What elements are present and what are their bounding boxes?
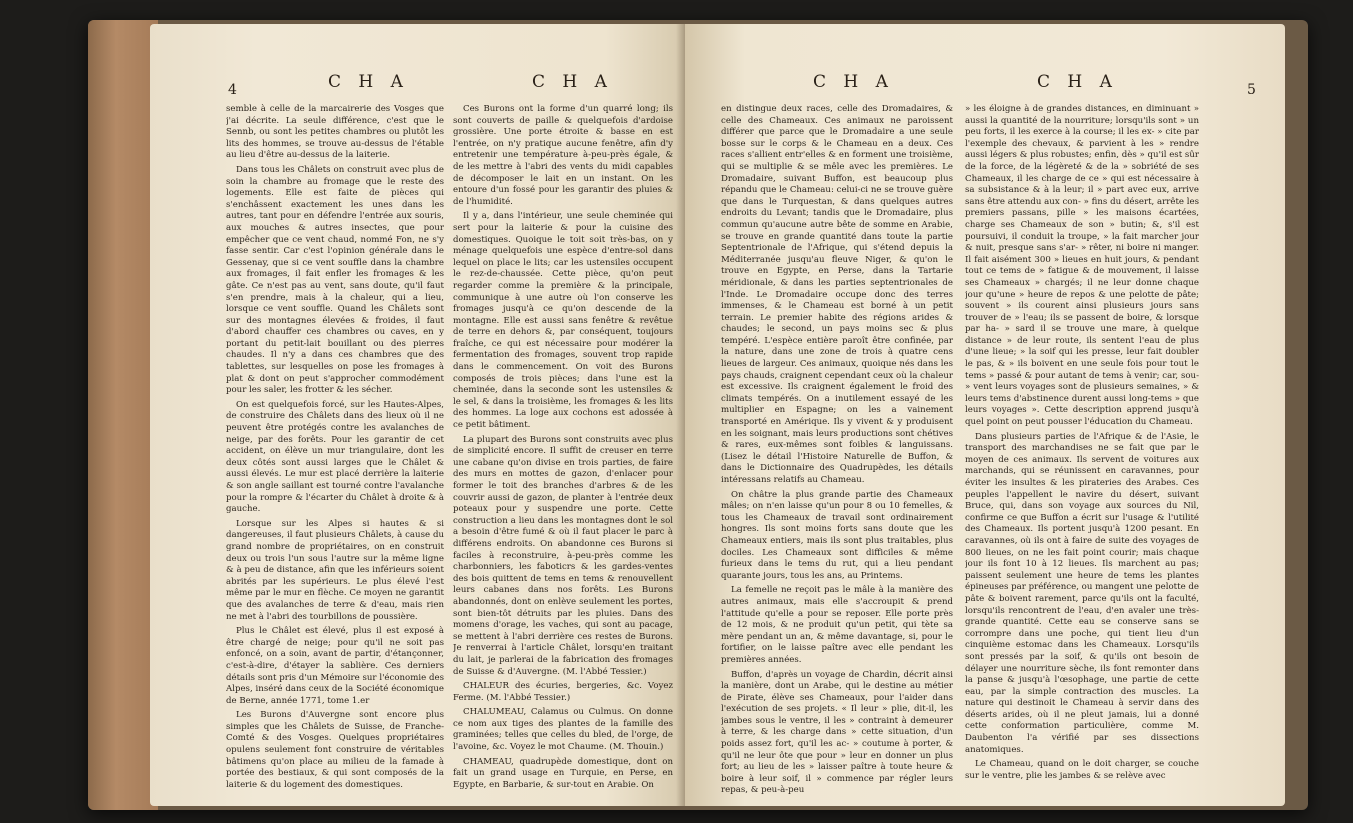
running-header-left-2: C H A bbox=[532, 72, 613, 92]
paragraph: en distingue deux races, celle des Dromadaires, & celle des Chameaux. Ces animaux ne paroissent différer que parce que le Dromadaire a une seule bosse sur le corps & le Chameau en a deux. Ces races s'allient entr'elles & en forment une troisième, qui se multiplie & se mêle avec les premières. Le Dromadaire, suivant Buffon, est beaucoup plus répandu que le Chameau: celui-ci ne se trouve guère que dans le Turquestan, & dans quelques autres endroits du Levant; tandis que le Dromadaire, plus commun qu'aucune autre bête de somme en Arabie, se trouve en grande quantité dans toute la partie Septentrionale de l'Afrique, qui s'étend depuis la Méditerranée jusqu'au fleuve Niger, & qu'on le trouve en Egypte, en Perse, dans la Tartarie méridionale, & dans les parties septentrionales de l'Inde. Le Dromadaire occupe donc des terres immenses, & le Chameau est borné à un petit terrain. Le premier habite des régions arides & chaudes; le second, un pays moins sec & plus tempéré. L'espèce entière paroît être confinée, par la nature, dans une zone de trois à quatre cens lieues de largeur. Ces animaux, quoique nés dans les pays chauds, craignent cependant ceux où la chaleur est excessive. Ils craignent également le froid des climats tempérés. On a inutilement essayé de les multiplier en Espagne; on les a vainement transporté en Amérique. Ils y vivent & y produisent en les soignant, mais leurs productions sont chétives & rares, eux-mêmes sont foibles & languissans. (Lisez le détail l'Histoire Naturelle de Buffon, & dans le Dictionnaire des Quadrupèdes, les détails intéressans relatifs au Chameau. bbox=[721, 104, 953, 485]
running-header-right-2: C H A bbox=[1037, 72, 1118, 92]
right-column-2 bbox=[965, 104, 1199, 794]
paragraph: Dans plusieurs parties de l'Afrique & de l'Asie, le transport des marchandises ne se fait que par le moyen de ces animaux. Ils servent de voitures aux marchands, qui se réunissent en caravannes, pour éviter les insultes & les pirateries des Arabes. Ces peuples l'appellent le navire du désert, suivant Bruce, qui, dans son voyage aux sources du Nil, confirme ce que Buffon a écrit sur l'usage & l'utilité des Chameaux. Ils portent jusqu'à 1200 pesant. En caravannes, où ils ont à faire de suite des voyages de 800 lieues, on ne les fait point courir; mais chaque jour ils font 10 à 12 lieues. Ils marchent au pas; paissent seulement une heure de tems les plantes épineuses par préférence, ou mangent une pelotte de pâte & boivent rarement, parce qu'ils ont la faculté, lorsqu'ils rencontrent de l'eau, d'en avaler une très-grande quantité. Cette eau se conserve sans se corrompre dans une poche, qui tient lieu d'un cinquième estomac dans les Chameaux. Lorsqu'ils sont pressés par la soif, & qu'ils ont besoin de délayer une nourriture sèche, ils font remonter dans la panse & jusqu'à l'œsophage, une partie de cette eau, par la simple contraction des muscles. La nature qui destinoit le Chameau à servir dans des déserts arides, où il ne pleut jamais, lui a donné cette conformation particulière, comme M. Daubenton l'a vérifié par ses dissections anatomiques. bbox=[965, 431, 1199, 755]
paragraph: La femelle ne reçoit pas le mâle à la manière des autres animaux, mais elle s'accroupit & prend l'attitude qu'elle a pour se reposer. Elle porte près de 12 mois, & ne produit qu'un petit, qui tète sa mère pendant un an, & même davantage, si, pour le fortifier, on le laisse paître avec elle pendant les premières années. bbox=[721, 585, 953, 665]
paragraph: Buffon, d'après un voyage de Chardin, décrit ainsi la manière, dont un Arabe, qui le destine au métier de Pirate, élève ses Chameaux, pour l'aider dans l'exécution de ses projets. « Il leur » plie, dit-il, les jambes sous le ventre, il les » contraint à demeurer à terre, & les charge dans » cette situation, d'un poids assez fort, qu'il les ac- » coutume à porter, & qu'il ne leur ôte que pour » leur en donner un plus fort; au lieu de les » laisser paître à toute heure & boire à leur soif, il » commence par régler leurs repas, & peu-à-peu bbox=[721, 669, 953, 794]
paragraph: Dans tous les Châlets on construit avec plus de soin la chambre au fromage que le reste des logements. Elle est faite de pièces qui s'enchâssent exactement les unes dans les autres, tant pour en défendre l'entrée aux souris, aux mouches & autres insectes, que pour empêcher que ce vent chaud, nommé Fon, ne s'y fasse sentir. Car c'est l'opinion générale dans le Gessenay, que si ce vent souffle dans la chambre aux fromages, il fait enfler les fromages & les gâte. Ce n'est pas au vent, sans doute, qu'il faut s'en prendre, mais à la chaleur, qui a lieu, lorsque ce vent souffle. Quand les Châlets sont sur des montagnes élevées & froides, il faut d'abord chauffer ces chambres ou caves, en y portant du petit-lait bouillant ou des pierres chaudes. Il n'y a dans ces chambres que des tablettes, sur lesquelles on pose les fromages à plat & dont on peut s'approcher commodément pour les saler, les frotter & les sécher. bbox=[226, 164, 444, 396]
running-header-right: C H A bbox=[813, 72, 894, 92]
paragraph: Le Chameau, quand on le doit charger, se couche sur le ventre, plie les jambes & se relève avec bbox=[965, 759, 1199, 781]
paragraph: Plus le Châlet est élevé, plus il est exposé à être chargé de neige; pour qu'il ne soit pas enfoncé, on a soin, avant de partir, d'étançonner, c'est-à-dire, d'étayer la sablière. Ces derniers détails sont pris d'un Mémoire sur l'économie des Alpes, inséré dans ceux de la Société économique de Berne, année 1771, tome 1.er bbox=[226, 626, 444, 706]
paragraph: CHALEUR des écuries, bergeries, &c. Voyez Ferme. (M. l'Abbé Tessier.) bbox=[453, 681, 673, 703]
paragraph: La plupart des Burons sont construits avec plus de simplicité encore. Il suffit de creuser en terre une cabane qu'on divise en trois parties, de faire des murs en mottes de gazon, d'enlacer pour former le toit des branches d'arbres & de les couvrir aussi de gazon, de planter à l'entrée deux poteaux pour y suspendre une porte. Cette construction a lieu dans les montagnes dont le sol a besoin d'être fumé & où il faut placer le parc à différens endroits. On abandonne ces Burons si faciles à reconstruire, à-peu-près comme les charbonniers, les faboticrs & les gardes-ventes des bois quittent de tems en tems & renouvellent leurs cabanes dans nos forêts. Les Burons abandonnés, dont on enlève seulement les portes, sont bien-tôt détruits par les pluies. Dans des momens d'orage, les vaches, qui sont au pacage, se mettent à l'abri derrière ces restes de Burons. Je renverrai à l'article Châlet, lorsqu'en traitant du lait, je parlerai de la fabrication des fromages de Suisse & d'Auvergne. (M. l'Abbé Tessier.) bbox=[453, 434, 673, 677]
left-page bbox=[150, 24, 685, 806]
paragraph: On châtre la plus grande partie des Chameaux mâles; on n'en laisse qu'un pour 8 ou 10 femelles, & tous les Chameaux de travail sont ordinairement hongres. Ils sont moins forts sans doute que les Chameaux entiers, mais ils sont plus traitables, plus dociles. Les Chameaux sont difficiles & même furieux dans le tems du rut, qui a lieu pendant quarante jours, tous les ans, au Printems. bbox=[721, 489, 953, 581]
cover-edge bbox=[88, 20, 158, 810]
paragraph: Il y a, dans l'intérieur, une seule cheminée qui sert pour la laiterie & pour la cuisine des domestiques. Quoique le toit soit très-bas, on y ménage quelquefois une espèce d'entre-sol dans lequel on place le lits; car les ustensiles occupent le rez-de-chaussée. Cette pièce, qu'on peut regarder comme la première & la principale, communique à une autre où l'on conserve les fromages jusqu'à ce qu'on descende de la montagne. Elle est aussi sans fenêtre & revêtue de terre en dehors &, par conséquent, toujours fraîche, ce qui est nécessaire pour modérer la fermentation des fromages, souvent trop rapide dans le commencement. On voit des Burons composés de trois pièces; dans l'une est la cheminée, dans la seconde sont les ustensiles & le sel, & dans la troisième, les fromages & les lits des hommes. La loge aux cochons est adossée à ce petit bâtiment. bbox=[453, 211, 673, 431]
right-page bbox=[685, 24, 1285, 806]
paragraph: Les Burons d'Auvergne sont encore plus simples que les Châlets de Suisse, de Franche-Comté & des Vosges. Quelques propriétaires opulens seulement font construire de véritables bâtimens qu'on place au milieu de la famade à portée des bestiaux, & qui sont composés de la laiterie & du logement des domestiques. bbox=[226, 710, 444, 790]
paragraph: semble à celle de la marcairerie des Vosges que j'ai décrite. La seule différence, c'est que le Sennb, ou sont les petites chambres ou plutôt les lits des hommes, se trouve au-dessus de l'étable au lieu d'être au-dessus de la laiterie. bbox=[226, 104, 444, 161]
paragraph: Ces Burons ont la forme d'un quarré long; ils sont couverts de paille & quelquefois d'ardoise grossière. Une porte étroite & basse en est l'entrée, on n'y pratique aucune fenêtre, afin d'y entretenir une température à-peu-près égale, & de les mettre à l'abri des vents du midi capables de décomposer le lait en un instant. On les entoure d'un fossé pour les garantir des pluies & de l'humidité. bbox=[453, 104, 673, 207]
paragraph: Lorsque sur les Alpes si hautes & si dangereuses, il faut plusieurs Châlets, à cause du grand nombre de propriétaires, on en construit deux ou trois l'un sous l'autre sur la même ligne & à peu de distance, afin que les inférieurs soient abrités par les supérieurs. Le plus élevé l'est même par le mur en flèche. Ce moyen ne garantit que des avalanches de terre & d'eau, mais rien ne met à l'abri des tourbillons de poussière. bbox=[226, 518, 444, 622]
paragraph: » les éloigne à de grandes distances, en diminuant » aussi la quantité de la nourriture; lorsqu'ils sont » un peu forts, il les exerce à la course; il les ex- » cite par l'exemple des chevaux, & parvient à les » rendre aussi légers & plus robustes; enfin, dès » qu'il est sûr de la force, de la légèreté & de la » sobriété de ses Chameaux, il les charge de ce » qui est nécessaire à sa subsistance & à la leur; il » part avec eux, arrive sans être attendu aux con- » fins du désert, arrête les premiers passans, pille » les maisons écartées, charge ses Chameaux de son » butin; &, s'il est poursuivi, il conduit la troupe, » la fait marcher jour & nuit, presque sans s'ar- » rêter, ni boire ni manger. Il fait aisément 300 » lieues en huit jours, & pendant tout ce tems de » fatigue & de mouvement, il laisse ses Chameaux » chargés; il ne leur donne chaque jour qu'une » heure de repos & une pelotte de pâte; souvent » ils courent ainsi plusieurs jours sans trouver de » l'eau; ils se passent de boire, & lorsque par ha- » sard il se trouve une mare, à quelque distance » de leur route, ils sentent l'eau de plus d'une lieue; » la soif qui les presse, leur fait doubler le pas, & » ils boivent en une seule fois pour tout le tems » passé & pour autant de tems à venir; car, sou- » vent leurs voyages sont de plusieurs semaines, » & leurs tems d'abstinence durent aussi long-tems » que leurs voyages ». Cette description apprend jusqu'à quel point on peut pousser l'éducation du Chameau. bbox=[965, 104, 1199, 428]
left-column-2 bbox=[453, 104, 673, 794]
paragraph: CHALUMEAU, Calamus ou Culmus. On donne ce nom aux tiges des plantes de la famille des graminées; telles que celles du bled, de l'orge, de l'avoine, &c. Voyez le mot Chaume. (M. Thouin.) bbox=[453, 707, 673, 753]
right-column-1 bbox=[721, 104, 953, 794]
page-number-left: 4 bbox=[228, 82, 237, 98]
page-number-right: 5 bbox=[1247, 82, 1256, 98]
running-header-left: C H A bbox=[328, 72, 409, 92]
left-column-1 bbox=[226, 104, 444, 794]
paragraph: CHAMEAU, quadrupède domestique, dont on fait un grand usage en Turquie, en Perse, en Egypte, en Barbarie, & sur-tout en Arabie. On bbox=[453, 756, 673, 790]
paragraph: On est quelquefois forcé, sur les Hautes-Alpes, de construire des Châlets dans des lieux où il ne peuvent être protégés contre les avalanches de neige, par des forêts. Pour les garantir de cet accident, on élève un mur triangulaire, dont les deux côtés sont aussi larges que le Châlet & aussi élevés. Le mur est placé derrière la laiterie & son angle saillant est tourné contre l'avalanche pour la rompre & l'écarter du Châlet à droite & à gauche. bbox=[226, 399, 444, 515]
